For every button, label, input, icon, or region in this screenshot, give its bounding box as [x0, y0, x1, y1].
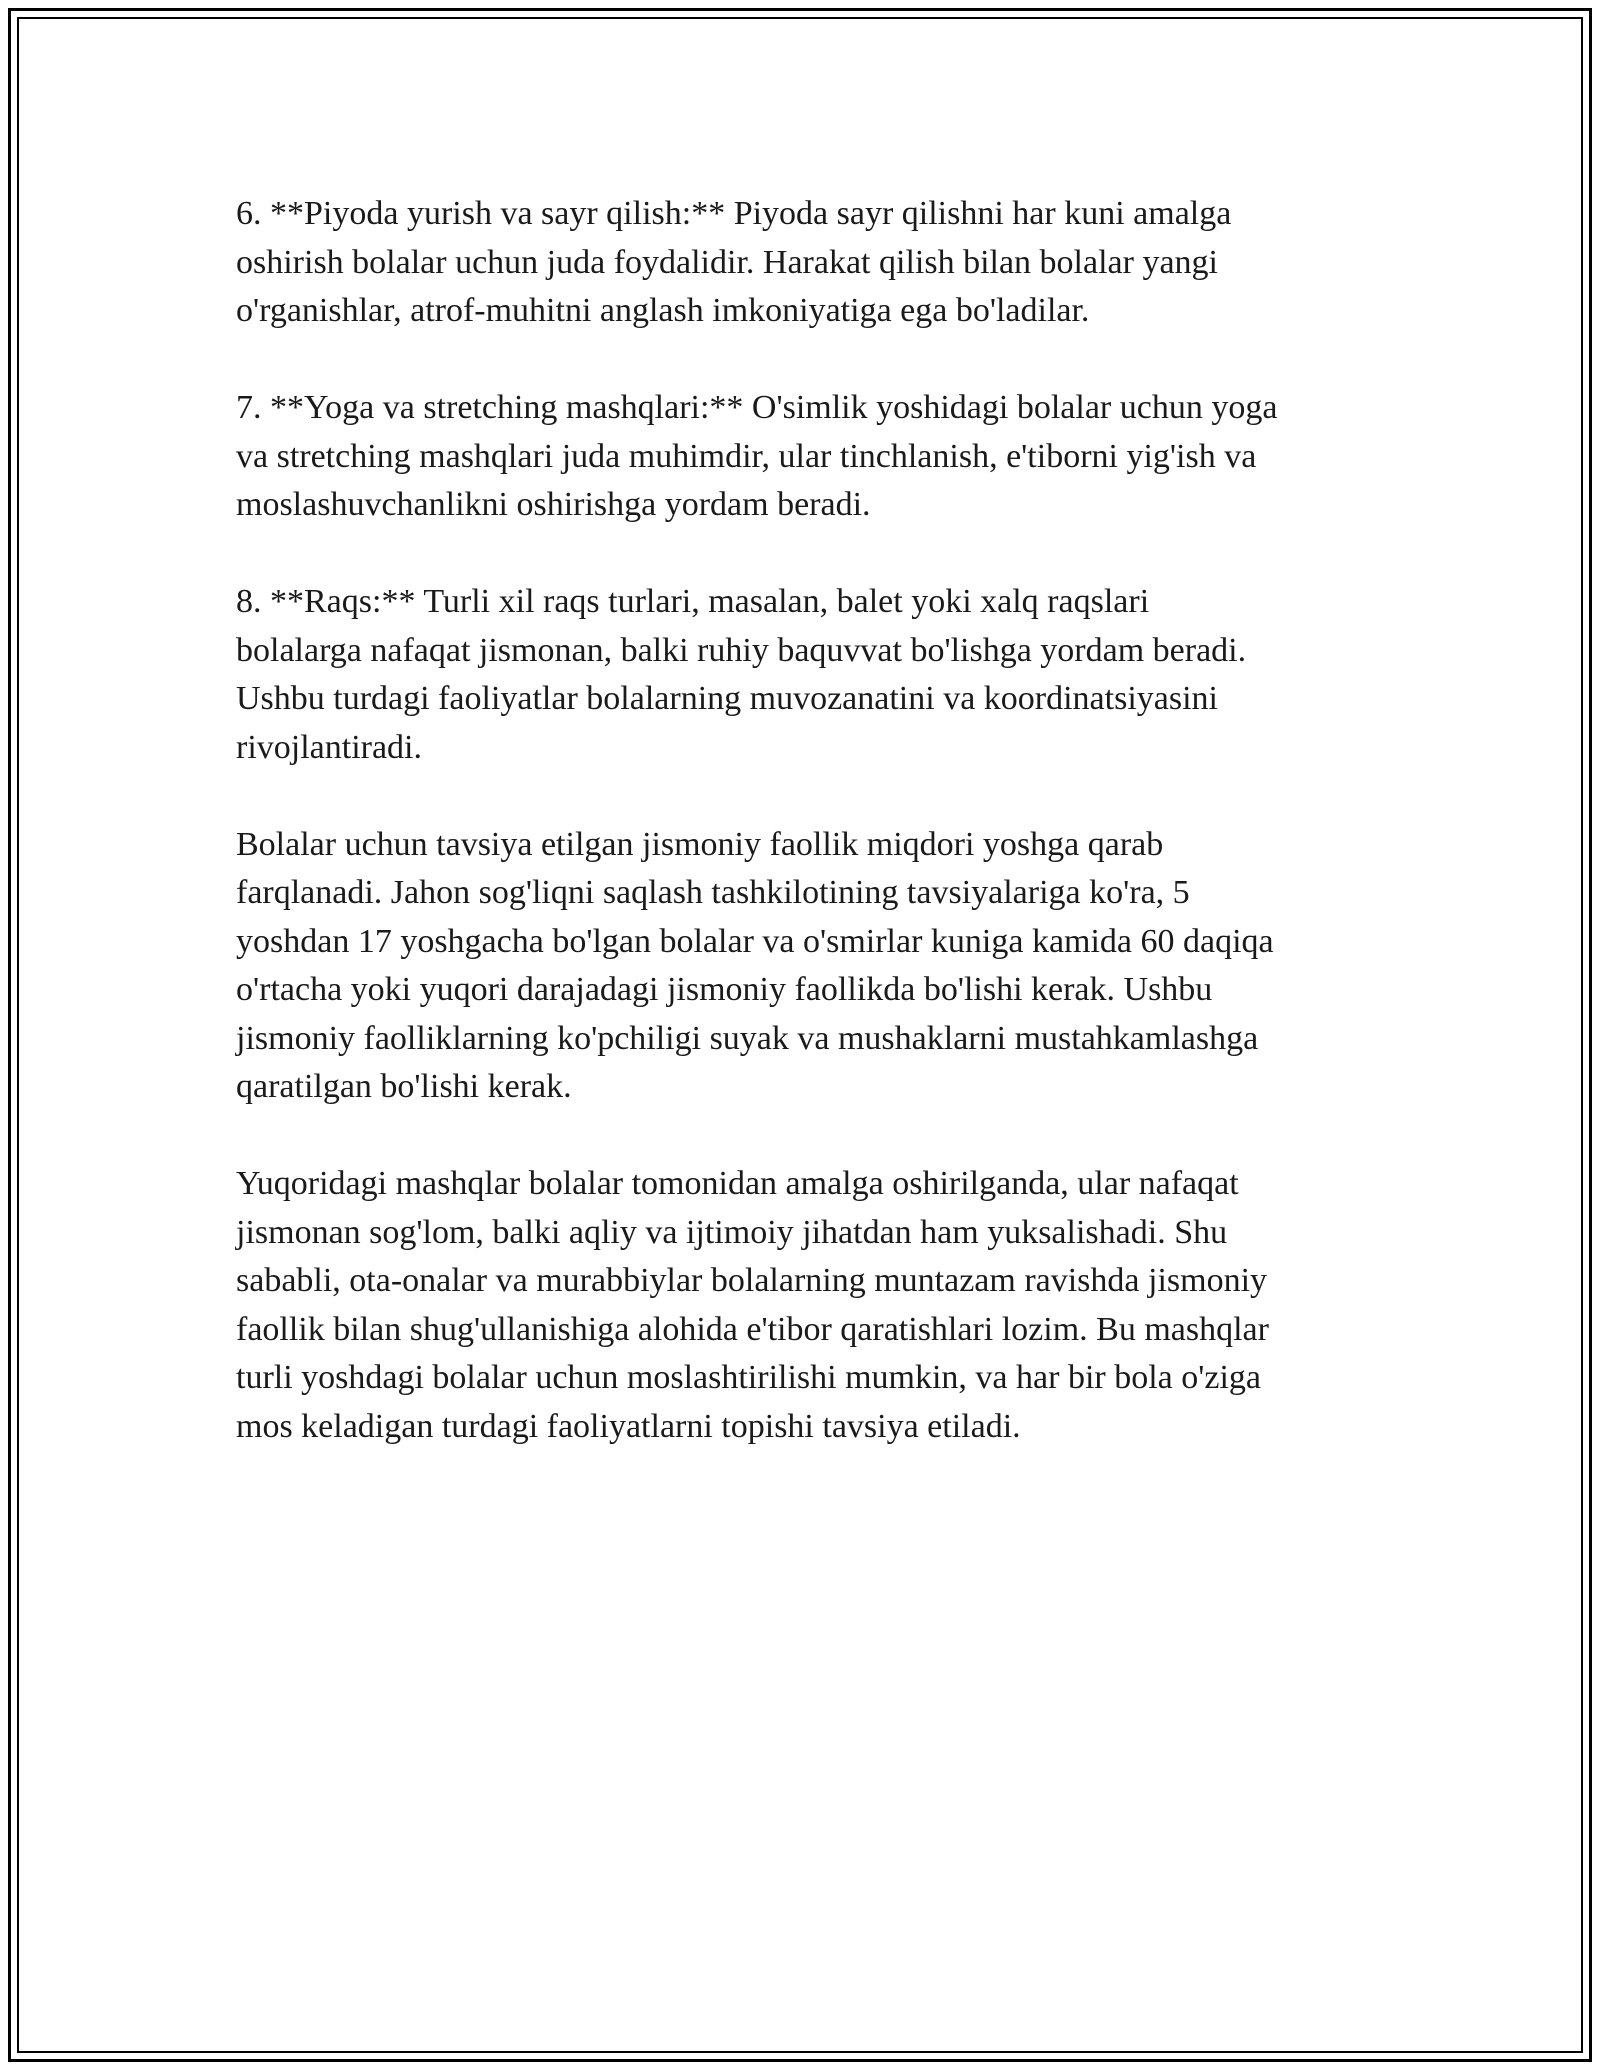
paragraph-item-8: 8. **Raqs:** Turli xil raqs turlari, masalan, balet yoki xalq raqslari bolalarga nafaqat jismonan, balki ruhiy baquvvat bo'lishga yordam beradi. Ushbu turdagi faoliyatlar bolalarning muvozanatini va koordinatsiyasini rivojlantiradi. [236, 583, 1247, 766]
paragraph-conclusion: Yuqoridagi mashqlar bolalar tomonidan amalga oshirilganda, ular nafaqat jismonan sog'lom, balki aqliy va ijtimoiy jihatdan ham yuksalishadi. Shu sababli, ota-onalar va murabbiylar bolalarning muntazam ravishda jismoniy faollik bilan shug'ullanishiga alohida e'tibor qaratishlari lozim. Bu mashqlar turli yoshdagi bolalar uchun moslashtirilishi mumkin, va har bir bola o'ziga mos keladigan turdagi faoliyatlarni topishi tavsiya etiladi. [236, 1165, 1269, 1445]
paragraph-recommendation: Bolalar uchun tavsiya etilgan jismoniy faollik miqdori yoshga qarab farqlanadi. Jahon sog'liqni saqlash tashkilotining tavsiyalariga ko'ra, 5 yoshdan 17 yoshgacha bo'lgan bolalar va o'smirlar kuniga kamida 60 daqiqa o'rtacha yoki yuqori darajadagi jismoniy faollikda bo'lishi kerak. Ushbu jismoniy faolliklarning ko'pchiligi suyak va mushaklarni mustahkamlashga qaratilgan bo'lishi kerak. [236, 825, 1274, 1105]
paragraph-item-6: 6. **Piyoda yurish va sayr qilish:** Piyoda sayr qilishni har kuni amalga oshirish bolalar uchun juda foydalidir. Harakat qilish bilan bolalar yangi o'rganishlar, atrof-muhitni anglash imkoniyatiga ega bo'ladilar. [236, 195, 1232, 329]
document-body [236, 190, 1376, 1500]
paragraph-item-7: 7. **Yoga va stretching mashqlari:** O'simlik yoshidagi bolalar uchun yoga va stretching mashqlari juda muhimdir, ular tinchlanish, e'tiborni yig'ish va moslashuvchanlikni oshirishga yordam beradi. [236, 389, 1278, 523]
